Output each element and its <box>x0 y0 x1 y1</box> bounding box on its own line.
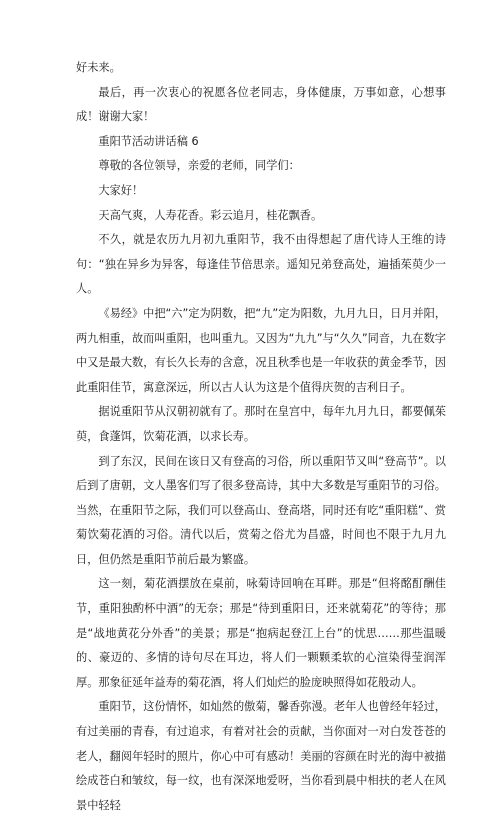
paragraph: 天高气爽，人寿花香。彩云追月，桂花飘香。 <box>98 208 323 222</box>
salutation: 尊敬的各位领导，亲爱的老师，同学们： <box>98 159 300 173</box>
paragraph: 最后，再一次衷心的祝愿各位老同志，身体健康，万事如意，心想事成！谢谢大家！ <box>76 85 446 124</box>
paragraph: 《易经》中把“六”定为阴数，把“九”定为阳数，九月九日，日月并阳，两九相重，故而叫重阳，也叫重九。又因为“九九”与“久久”同音，九在数字中又是最大数，有长久长寿的含意，况且秋季也是一年收获的黄金季节，因此重阳佳节，寓意深远，所以古人认为这是个值得庆贺的吉利日子。 <box>76 306 447 394</box>
greeting: 大家好！ <box>98 183 144 197</box>
section-title: 重阳节活动讲话稿 6 <box>98 134 199 148</box>
paragraph: 好未来。 <box>76 61 121 74</box>
paragraph: 不久，就是农历九月初九重阳节，我不由得想起了唐代诗人王维的诗句：“独在异乡为异客，每逢佳节倍思亲。遥知兄弟登高处，遍插茱萸少一人。 <box>76 233 446 296</box>
paragraph: 到了东汉，民间在该日又有登高的习俗，所以重阳节又叫“登高节”。以后到了唐朝，文人墨客们写了很多登高诗，其中大多数是写重阳节的习俗。当然，在重阳节之际，我们可以登高山、登高塔，同时还有吃“重阳糕”、赏菊饮菊花酒的习俗。清代以后，赏菊之俗尤为昌盛，时间也不限于九月九日，但仍然是重阳节前后最为繁盛。 <box>76 454 446 566</box>
paragraph: 这一刻，菊花酒摆放在桌前，咏菊诗回响在耳畔。那是“但将酩酊酬佳节，重阳独酌杯中酒”的无奈；那是“待到重阳日，还来就菊花”的等待；那是“战地黄花分外香”的美景；那是“抱病起登江上台”的忧思……那些温暖的、豪迈的、多情的诗句尽在耳边，将人们一颗颗柔软的心渲染得莹润浑厚。那象征延年益寿的菊花酒，将人们灿烂的脸庞映照得如花般动人。 <box>76 577 446 689</box>
paragraph: 据说重阳节从汉朝初就有了。那时在皇宫中，每年九月九日，都要佩茱萸，食蓬饵，饮菊花酒，以求长寿。 <box>76 405 446 443</box>
paragraph: 重阳节，这份情怀，如灿然的傲菊，馨香弥漫。老年人也曾经年轻过，有过美丽的青春，有过追求，有着对社会的贡献，当你面对一对白发苍苍的老人，翻阅年轻时的照片，你心中可有感动！美丽的容颜在时光的海中被描绘成苍白和皱纹，每一纹，也有深深地爱呀，当你看到晨中相扶的老人在风景中轻轻 <box>76 700 446 812</box>
